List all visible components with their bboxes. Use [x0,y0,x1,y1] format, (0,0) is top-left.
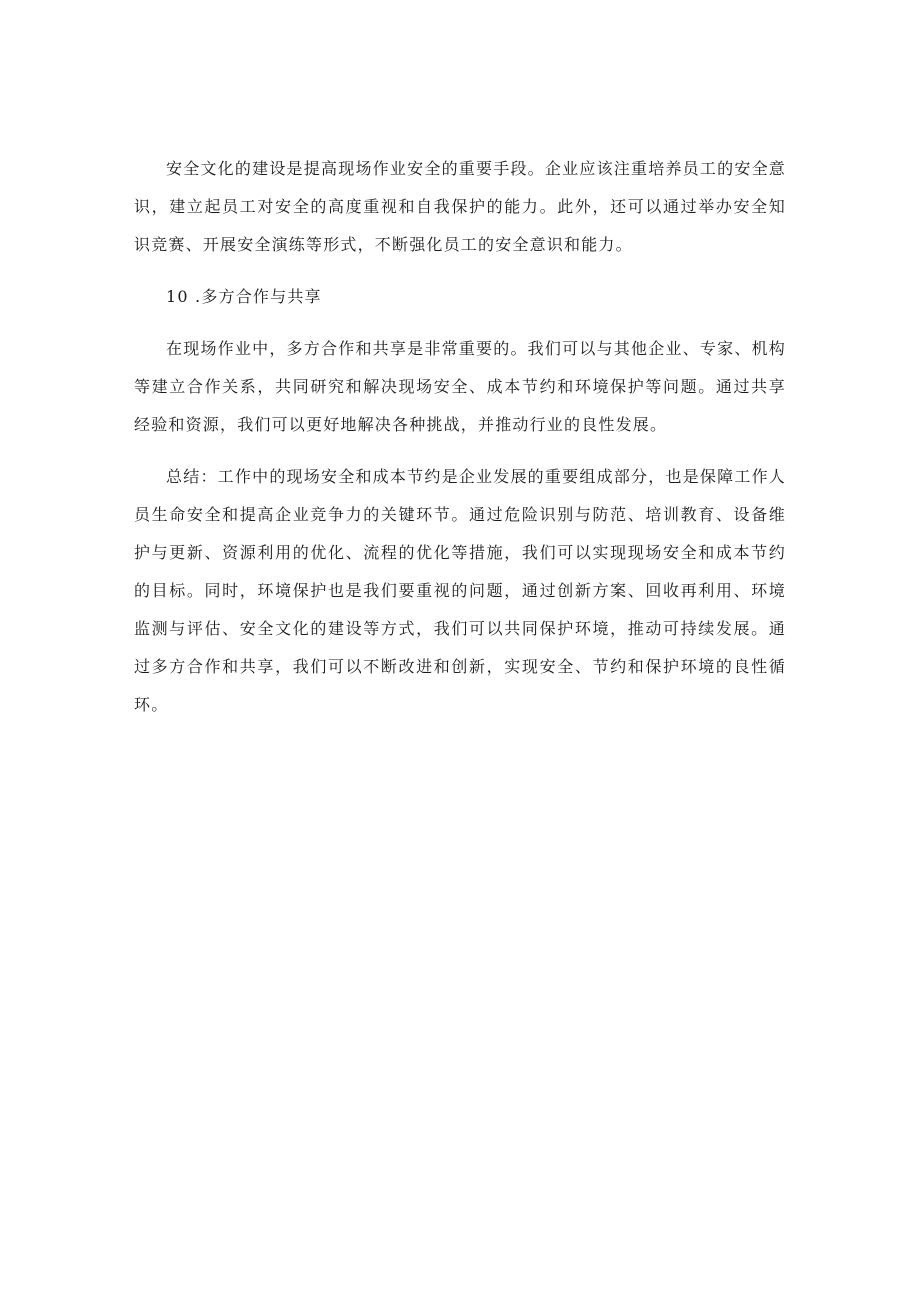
spacer [134,316,786,330]
document-page [134,150,786,724]
paragraph-summary: 总结：工作中的现场安全和成本节约是企业发展的重要组成部分，也是保障工作人员生命安全和提高企业竞争力的关键环节。通过危险识别与防范、培训教育、设备维护与更新、资源利用的优化、流程的优化等措施，我们可以实现现场安全和成本节约的目标。同时，环境保护也是我们要重视的问题，通过创新方案、回收再利用、环境监测与评估、安全文化的建设等方式，我们可以共同保护环境，推动可持续发展。通过多方合作和共享，我们可以不断改进和创新，实现安全、节约和保护环境的良性循环。 [134,467,786,714]
paragraph-cooperation: 在现场作业中，多方合作和共享是非常重要的。我们可以与其他企业、专家、机构等建立合作关系，共同研究和解决现场安全、成本节约和环境保护等问题。通过共享经验和资源，我们可以更好地解决各种挑战，并推动行业的良性发展。 [134,339,786,434]
spacer [134,444,786,458]
section-heading: 10 .多方合作与共享 [166,287,322,306]
paragraph-safety-culture: 安全文化的建设是提高现场作业安全的重要手段。企业应该注重培养员工的安全意识，建立起员工对安全的高度重视和自我保护的能力。此外，还可以通过举办安全知识竞赛、开展安全演练等形式，不断强化员工的安全意识和能力。 [134,159,786,254]
spacer [134,264,786,278]
